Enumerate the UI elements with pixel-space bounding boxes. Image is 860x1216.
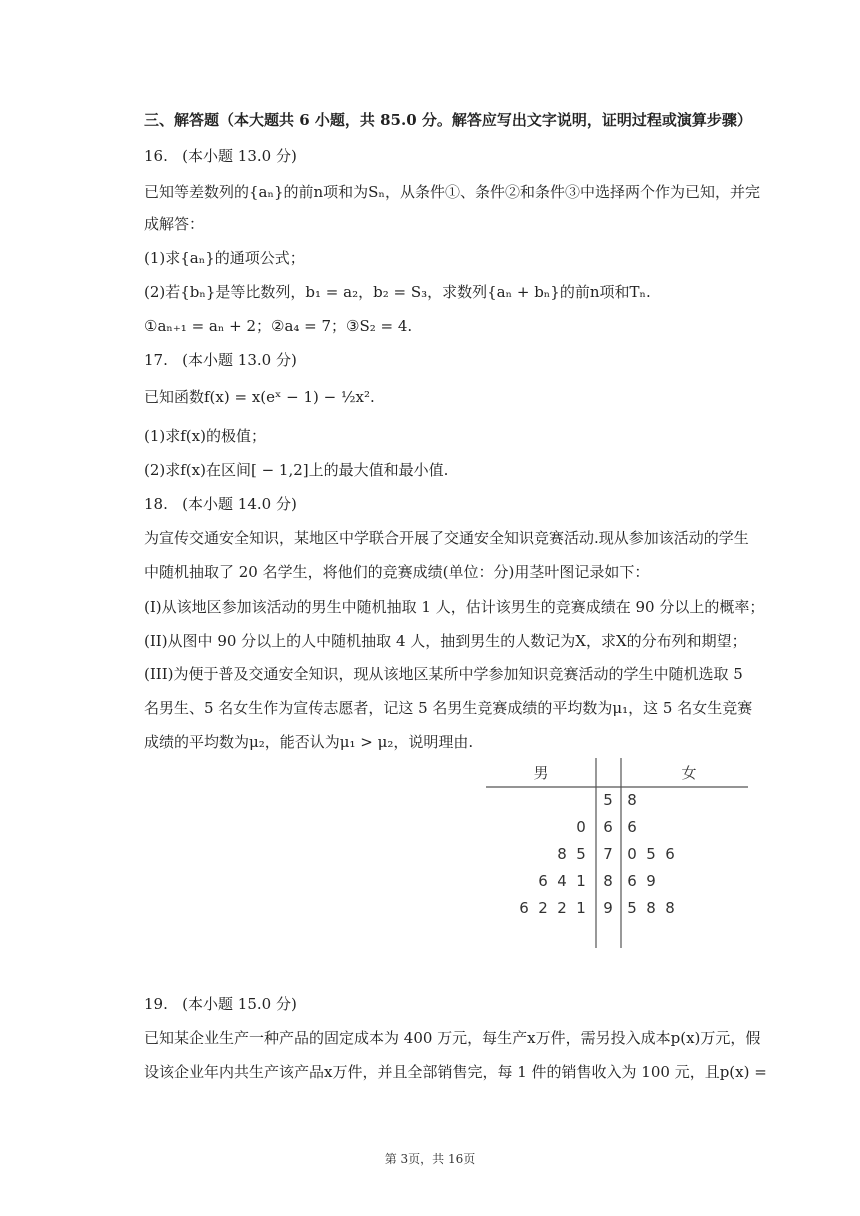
female-leaf: 5 [627,899,637,917]
female-leaf: 5 [646,845,656,863]
problem-16-line-3: (1)求{aₙ}的通项公式； [144,249,305,267]
problem-16-line-4: (2)若{bₙ}是等比数列，b₁ = a₂，b₂ = S₃，求数列{aₙ + bₙ}的前n项和Tₙ. [144,283,651,301]
section-heading: 三、解答题（本大题共 6 小题，共 85.0 分。解答应写出文字说明，证明过程或演算步骤） [144,111,752,129]
male-leaf: 1 [576,899,586,917]
female-leaf: 8 [627,791,637,809]
problem-18-number: 18. [144,495,168,513]
problem-18-line-7: 成绩的平均数为μ₂，能否认为μ₁ > μ₂，说明理由. [144,733,474,751]
male-leaf: 6 [519,899,529,917]
problem-18-line-6: 名男生、5 名女生作为宣传志愿者，记这 5 名男生竞赛成绩的平均数为μ₁，这 5 名女生竞赛 [144,699,753,717]
problem-18-line-5: (III)为便于普及交通安全知识，现从该地区某所中学参加知识竞赛活动的学生中随机选取 5 [144,665,743,683]
male-leaf: 6 [538,872,548,890]
stem-leaf-plot [486,758,750,950]
male-leaf: 1 [576,872,586,890]
female-leaf: 0 [627,845,637,863]
problem-18-header [144,494,297,514]
problem-16-line-2: 成解答： [144,215,205,233]
problem-17-line-3: (2)求f(x)在区间[ − 1,2]上的最大值和最小值. [144,461,449,479]
stem-leaf-left-header: 男 [533,764,549,782]
problem-18-points: (本小题 14.0 分) [182,495,297,513]
male-leaf: 5 [576,845,586,863]
male-leaf: 2 [557,899,567,917]
female-leaf: 6 [627,818,637,836]
problem-16-number: 16. [144,147,168,165]
male-leaf: 8 [557,845,567,863]
male-leaf: 4 [557,872,567,890]
female-leaf: 6 [627,872,637,890]
female-leaf: 9 [646,872,656,890]
problem-19-line-1: 已知某企业生产一种产品的固定成本为 400 万元，每生产x万件，需另投入成本p(x)万元，假 [144,1029,761,1047]
male-leaf: 0 [576,818,586,836]
problem-16-header [144,146,297,166]
problem-17-header [144,350,297,370]
stem-8: 8 [603,872,613,890]
problem-17-line-2: (1)求f(x)的极值； [144,427,266,445]
problem-18-line-3: (I)从该地区参加该活动的男生中随机抽取 1 人，估计该男生的竞赛成绩在 90 分以上的概率； [144,598,765,616]
problem-16-points: (本小题 13.0 分) [182,147,297,165]
female-leaf: 6 [665,845,675,863]
female-leaf: 8 [665,899,675,917]
problem-18-line-4: (II)从图中 90 分以上的人中随机抽取 4 人，抽到男生的人数记为X，求X的分布列和期望； [144,632,747,650]
male-leaf: 2 [538,899,548,917]
stem-leaf-rows [519,791,675,917]
problem-16-line-5: ①aₙ₊₁ = aₙ + 2；②a₄ = 7；③S₂ = 4. [144,317,413,335]
problem-19-points: (本小题 15.0 分) [182,995,297,1013]
problem-18-line-1: 为宣传交通安全知识，某地区中学联合开展了交通安全知识竞赛活动.现从参加该活动的学生 [144,529,749,547]
stem-leaf-right-header: 女 [681,764,697,782]
stem-7: 7 [603,845,613,863]
problem-17-number: 17. [144,351,168,369]
stem-5: 5 [603,791,613,809]
problem-19-header [144,994,297,1014]
problem-17-points: (本小题 13.0 分) [182,351,297,369]
problem-16-line-1: 已知等差数列的{aₙ}的前n项和为Sₙ，从条件①、条件②和条件③中选择两个作为已知，并完 [144,183,760,201]
page-footer: 第 3页，共 16页 [384,1152,476,1166]
problem-19-number: 19. [144,995,168,1013]
problem-17-line-1: 已知函数f(x) = x(eˣ − 1) − ½x². [144,388,375,406]
stem-6: 6 [603,818,613,836]
problem-19-line-2: 设该企业年内共生产该产品x万件，并且全部销售完，每 1 件的销售收入为 100 元，且p(x) = [144,1063,767,1081]
problem-18-line-2: 中随机抽取了 20 名学生，将他们的竞赛成绩(单位：分)用茎叶图记录如下： [144,563,650,581]
stem-9: 9 [603,899,613,917]
female-leaf: 8 [646,899,656,917]
